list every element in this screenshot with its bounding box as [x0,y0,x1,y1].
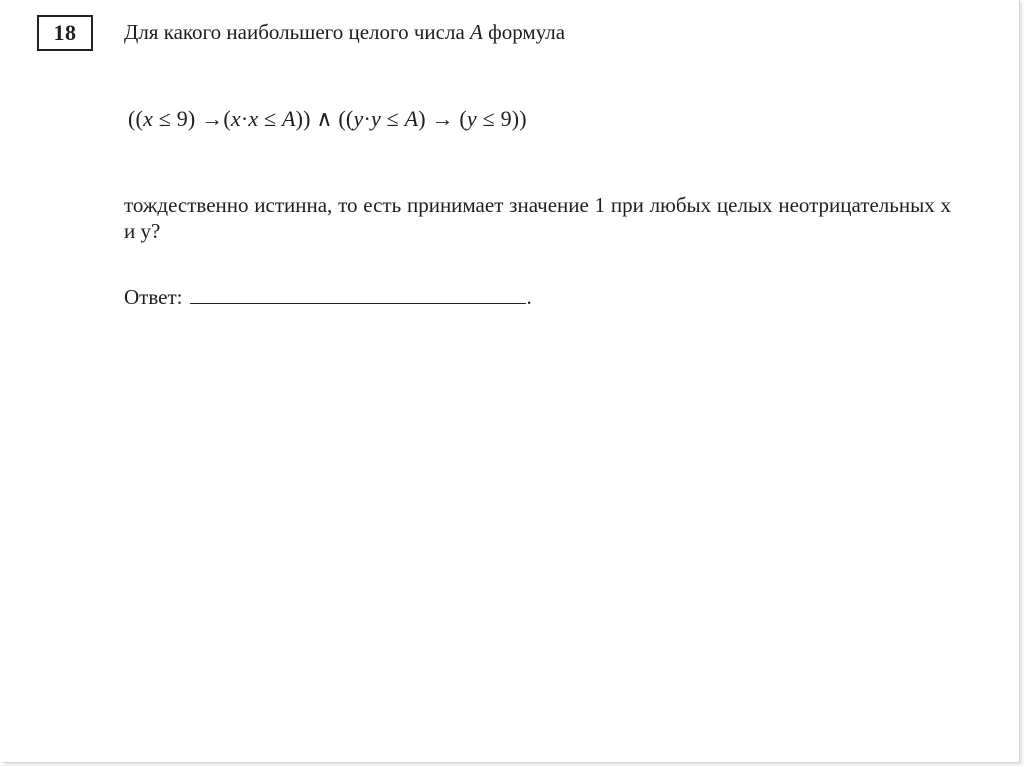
formula-part: ≤ 9) →( [153,106,231,131]
formula-part: (( [128,106,144,131]
question-body: тождественно истинна, то есть принимает значение 1 при любых целых неотрицательных x и y? [124,193,951,243]
formula-part: )) ∧ (( [295,106,354,131]
formula-var: A [282,106,296,131]
formula-part: ≤ [258,106,283,131]
formula-part: · [363,106,371,131]
formula-var: A [404,106,419,131]
formula-var: x [230,106,241,131]
answer-blank [190,281,526,304]
formula-var: y [370,106,381,131]
answer-label: Ответ: [124,285,183,309]
task-number-box [37,15,93,51]
question-intro: Для какого наибольшего целого числа [124,20,471,44]
formula-part: ≤ 9)) [476,106,527,131]
question-text [124,20,565,45]
formula-part: · [240,106,249,131]
formula-var: y [353,106,364,131]
logic-formula [128,106,527,132]
question-variable: A [470,20,483,44]
formula-part: ≤ [380,106,405,131]
task-number: 18 [53,20,77,45]
answer-row [124,281,532,310]
answer-end-mark: . [526,285,532,309]
formula-var: x [143,106,154,131]
question-outro: формула [482,20,566,44]
formula-var: x [248,106,259,131]
formula-var: y [466,106,477,131]
formula-part: ) → ( [418,106,467,131]
